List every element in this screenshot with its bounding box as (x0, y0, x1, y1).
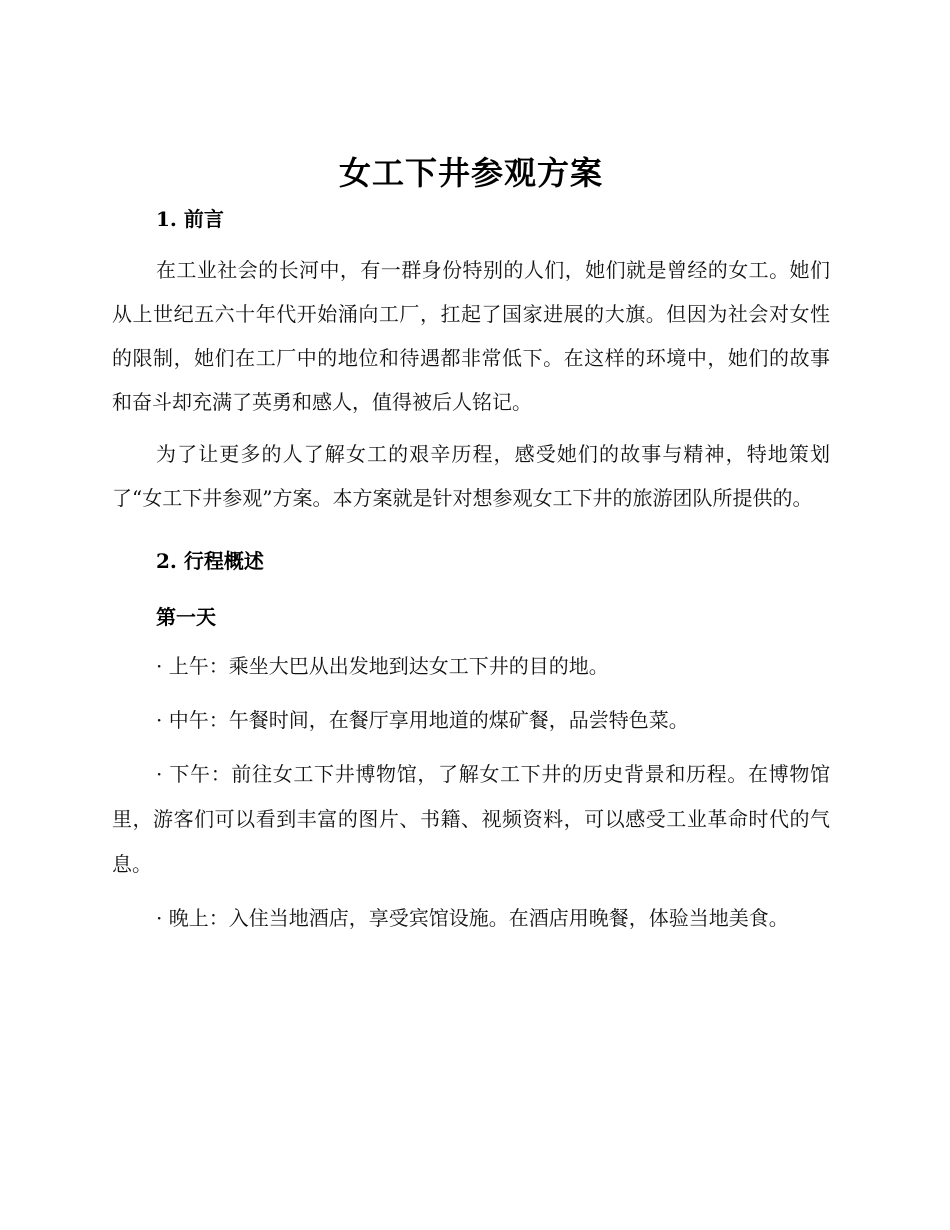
item-label: · 晚上： (156, 906, 229, 930)
document-title: 女工下井参观方案 (338, 154, 603, 192)
itinerary-item-afternoon (112, 752, 830, 887)
item-label: · 下午： (156, 762, 232, 786)
itinerary-item-morning (112, 644, 830, 689)
day-heading: 第一天 (156, 605, 216, 629)
preface-paragraph: 为了让更多的人了解女工的艰辛历程，感受她们的故事与精神，特地策划了“女工下井参观”方案。本方案就是针对想参观女工下井的旅游团队所提供的。 (112, 442, 830, 510)
document-page (112, 150, 830, 941)
item-label: · 上午： (156, 654, 229, 678)
item-text: 乘坐大巴从出发地到达女工下井的目的地。 (228, 654, 609, 678)
itinerary-item-evening (112, 896, 830, 941)
item-text: 入住当地酒店，享受宾馆设施。在酒店用晚餐，体验当地美食。 (228, 906, 789, 930)
item-text: 午餐时间，在餐厅享用地道的煤矿餐，品尝特色菜。 (228, 708, 689, 732)
preface-paragraph: 在工业社会的长河中，有一群身份特别的人们，她们就是曾经的女工。她们从上世纪五六十年代开始涌向工厂，扛起了国家进展的大旗。但因为社会对女性的限制，她们在工厂中的地位和待遇都非常低下。在这样的环境中，她们的故事和奋斗却充满了英勇和感人，值得被后人铭记。 (112, 258, 830, 414)
item-text: 前往女工下井博物馆，了解女工下井的历史背景和历程。在博物馆里，游客们可以看到丰富的图片、书籍、视频资料，可以感受工业革命时代的气息。 (112, 762, 830, 876)
item-label: · 中午： (156, 708, 229, 732)
section-heading-preface: 1. 前言 (156, 207, 224, 231)
section-heading-itinerary: 2. 行程概述 (156, 549, 264, 573)
itinerary-item-noon (112, 698, 830, 743)
